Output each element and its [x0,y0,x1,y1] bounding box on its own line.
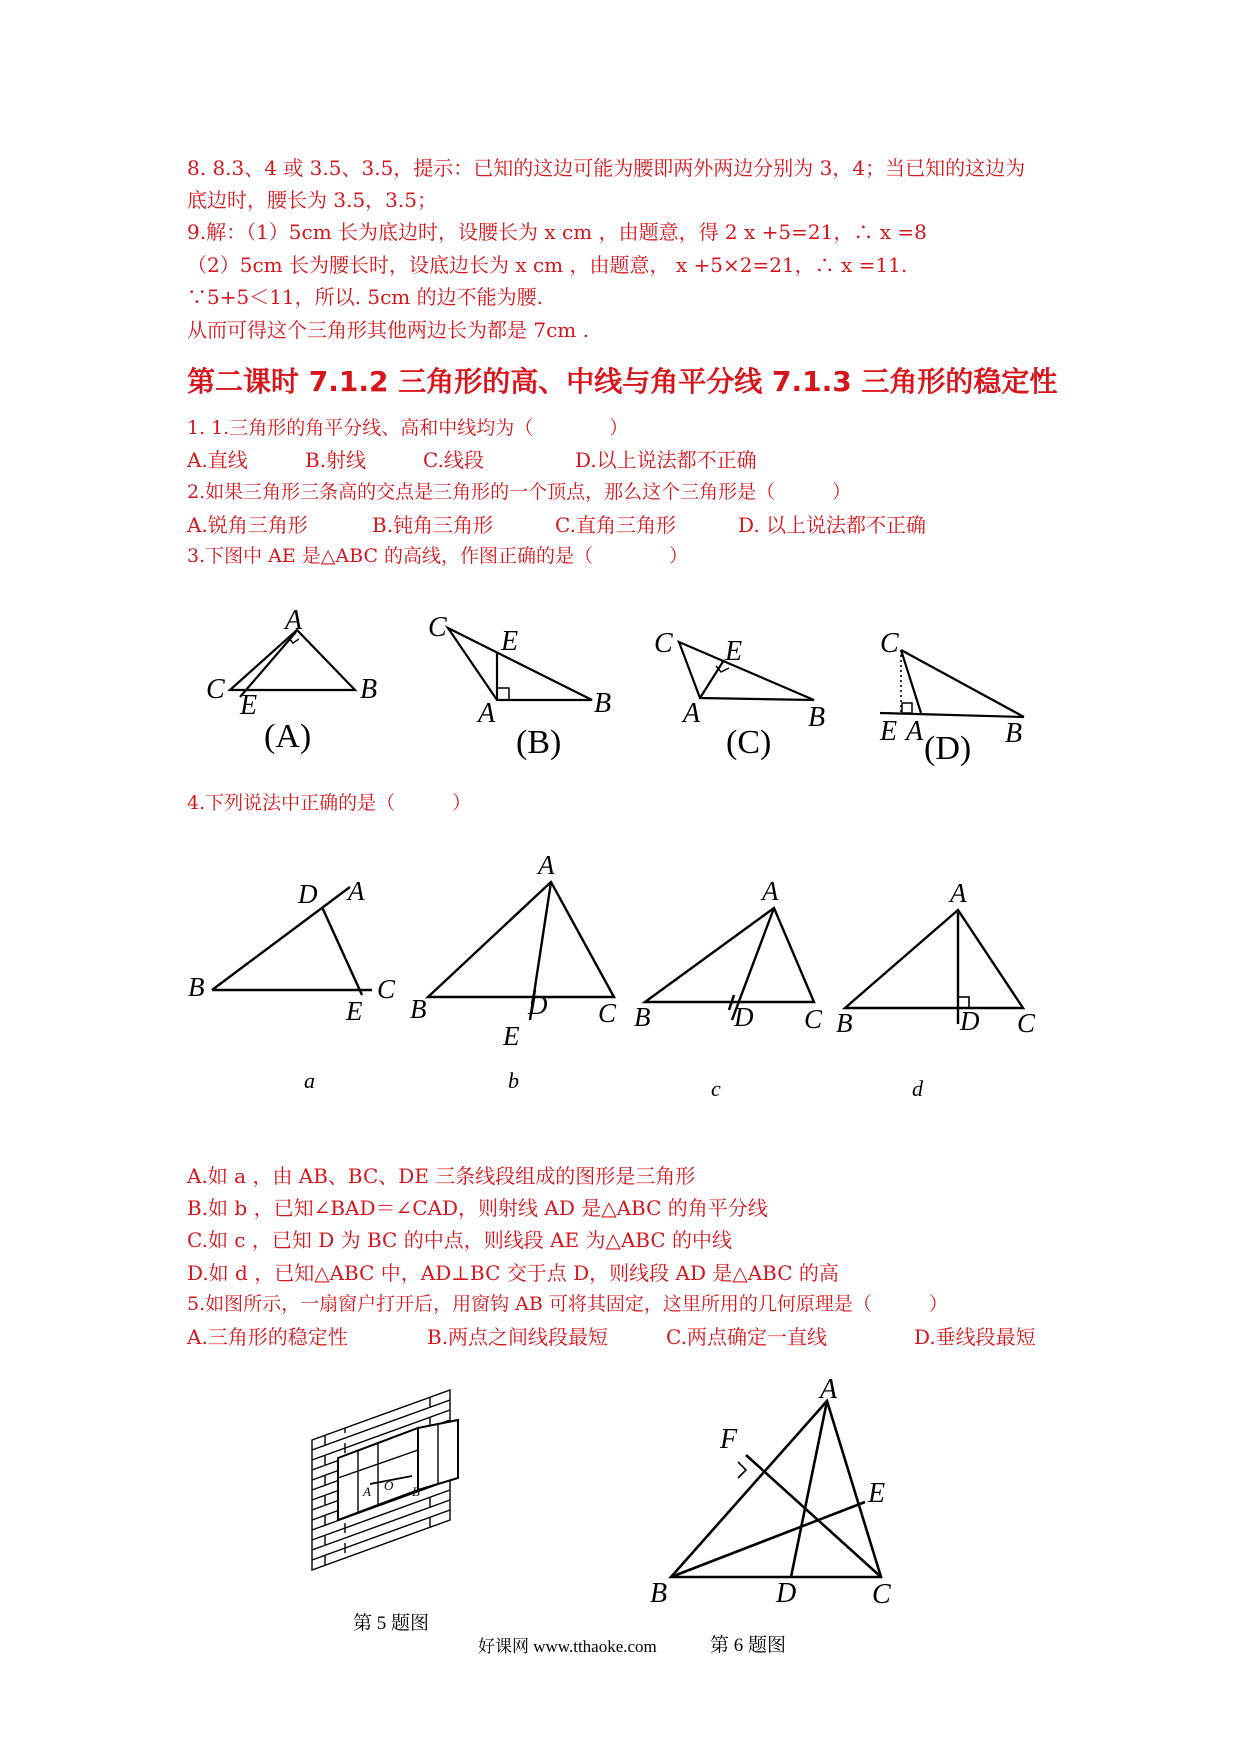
q3-caption-c: (C) [726,724,772,761]
q4-stem: 4.下列说法中正确的是（ ） [187,792,472,814]
q2-option-b: B.钝角三角形 [372,513,494,537]
fig6-triangle [640,1374,940,1620]
answer-line-5: ∵5+5＜11，所以. 5cm 的边不能为腰. [187,285,543,309]
q4-caption-b: b [508,1068,519,1093]
q4c-label-b: B [634,1002,651,1032]
answer-line-2: 底边时，腰长为 3.5，3.5； [187,188,437,212]
q4-option-d: D.如 d ，已知△ABC 中，AD⊥BC 交于点 D，则线段 AD 是△ABC 的高 [187,1261,839,1285]
q1-option-d: D.以上说法都不正确 [575,448,757,472]
q4d-label-a: A [950,878,967,908]
fig6-label-f: F [720,1424,738,1455]
q2-stem: 2.如果三角形三条高的交点是三角形的一个顶点，那么这个三角形是（ ） [187,481,852,503]
q4a-label-a: A [348,876,365,906]
fig6-label-d: D [776,1578,797,1609]
q1-option-b: B.射线 [305,448,367,472]
q4b-label-c: C [598,998,617,1028]
q2-option-a: A.锐角三角形 [187,513,308,537]
q4c-label-d: D [734,1002,754,1032]
q3a-label-b: B [360,674,378,705]
q5-option-d: D.垂线段最短 [914,1325,1036,1349]
q4d-label-c: C [1017,1008,1036,1038]
q3-figures [0,600,1240,780]
q4d-label-d: D [960,1006,980,1036]
q3a-label-a: A [285,605,303,636]
q3b-label-a: A [478,698,496,729]
q3-stem: 3.下图中 AE 是△ABC 的高线，作图正确的是（ ） [187,545,689,567]
q4c-label-a: A [762,876,779,906]
q3b-label-b: B [594,688,612,719]
q4b-label-a: A [538,850,555,880]
q3c-label-e: E [725,636,743,667]
answer-line-1: 8. 8.3、4 或 3.5、3.5，提示：已知的这边可能为腰即两外两边分别为 3，4；当已知的这边为 [187,156,1026,180]
q3c-label-c: C [654,628,673,659]
q3-caption-d: (D) [924,730,972,767]
footer-watermark: 好课网 www.tthaoke.com [478,1637,657,1656]
q2-option-c: C.直角三角形 [555,513,676,537]
q4c-label-c: C [804,1004,823,1034]
q3c-label-a: A [683,698,701,729]
q4-caption-d: d [912,1076,923,1101]
q3c-label-b: B [808,702,826,733]
q1-option-a: A.直线 [187,448,248,472]
q4b-label-d: D [528,990,548,1020]
q4-caption-a: a [304,1068,315,1093]
q4-option-c: C.如 c ，已知 D 为 BC 的中点，则线段 AE 为△ABC 的中线 [187,1228,733,1252]
fig6-label-b: B [650,1578,668,1609]
section-title: 第二课时 7.1.2 三角形的高、中线与角平分线 7.1.3 三角形的稳定性 [187,365,1058,398]
q3d-label-b: B [1005,718,1023,749]
q3b-label-e: E [501,626,519,657]
q4d-label-b: B [836,1008,853,1038]
q3d-label-a: A [906,716,924,747]
fig5-label-a: A [363,1484,371,1499]
q5-stem: 5.如图所示，一扇窗户打开后，用窗钩 AB 可将其固定，这里所用的几何原理是（ ） [187,1293,948,1315]
answer-line-3: 9.解：（1）5cm 长为底边时，设腰长为 x cm ，由题意，得 2 x +5=21，∴ x =8 [187,220,927,244]
q1-option-c: C.线段 [423,448,484,472]
q4a-label-d: D [298,879,318,909]
q3a-label-c: C [206,674,225,705]
fig6-label-c: C [872,1579,891,1610]
q3a-label-e: E [240,690,258,721]
answer-line-4: （2）5cm 长为腰长时，设底边长为 x cm ，由题意， x +5×2=21，∴ x =11. [187,253,908,277]
fig5-window [300,1380,480,1600]
q4a-label-c: C [377,974,396,1004]
q3d-label-e: E [880,716,898,747]
q4a-label-b: B [188,972,205,1002]
q4-figures [0,840,1240,1060]
answer-line-6: 从而可得这个三角形其他两边长为都是 7cm . [187,318,589,342]
fig6-label-e: E [868,1478,886,1509]
q4-option-a: A.如 a ，由 AB、BC、DE 三条线段组成的图形是三角形 [187,1164,696,1188]
q5-option-a: A.三角形的稳定性 [187,1325,348,1349]
q3-caption-b: (B) [516,724,562,761]
q2-option-d: D. 以上说法都不正确 [738,513,927,537]
q5-option-c: C.两点确定一直线 [666,1325,827,1349]
q4-option-b: B.如 b ，已知∠BAD＝∠CAD，则射线 AD 是△ABC 的角平分线 [187,1196,768,1220]
q4-caption-c: c [711,1076,721,1101]
q3d-label-c: C [880,628,899,659]
fig5-caption: 第 5 题图 [353,1613,430,1634]
q3-caption-a: (A) [264,718,312,755]
fig5-label-o: O [384,1478,394,1493]
q4b-label-e: E [503,1021,520,1051]
fig6-caption: 第 6 题图 [710,1635,787,1656]
q3b-label-c: C [428,612,447,643]
fig6-label-a: A [820,1374,838,1405]
q5-option-b: B.两点之间线段最短 [427,1325,609,1349]
q4a-label-e: E [346,996,363,1026]
q1-stem: 1. 1.三角形的角平分线、高和中线均为（ ） [187,417,629,439]
q4b-label-b: B [410,994,427,1024]
fig5-label-b: B [412,1484,420,1499]
